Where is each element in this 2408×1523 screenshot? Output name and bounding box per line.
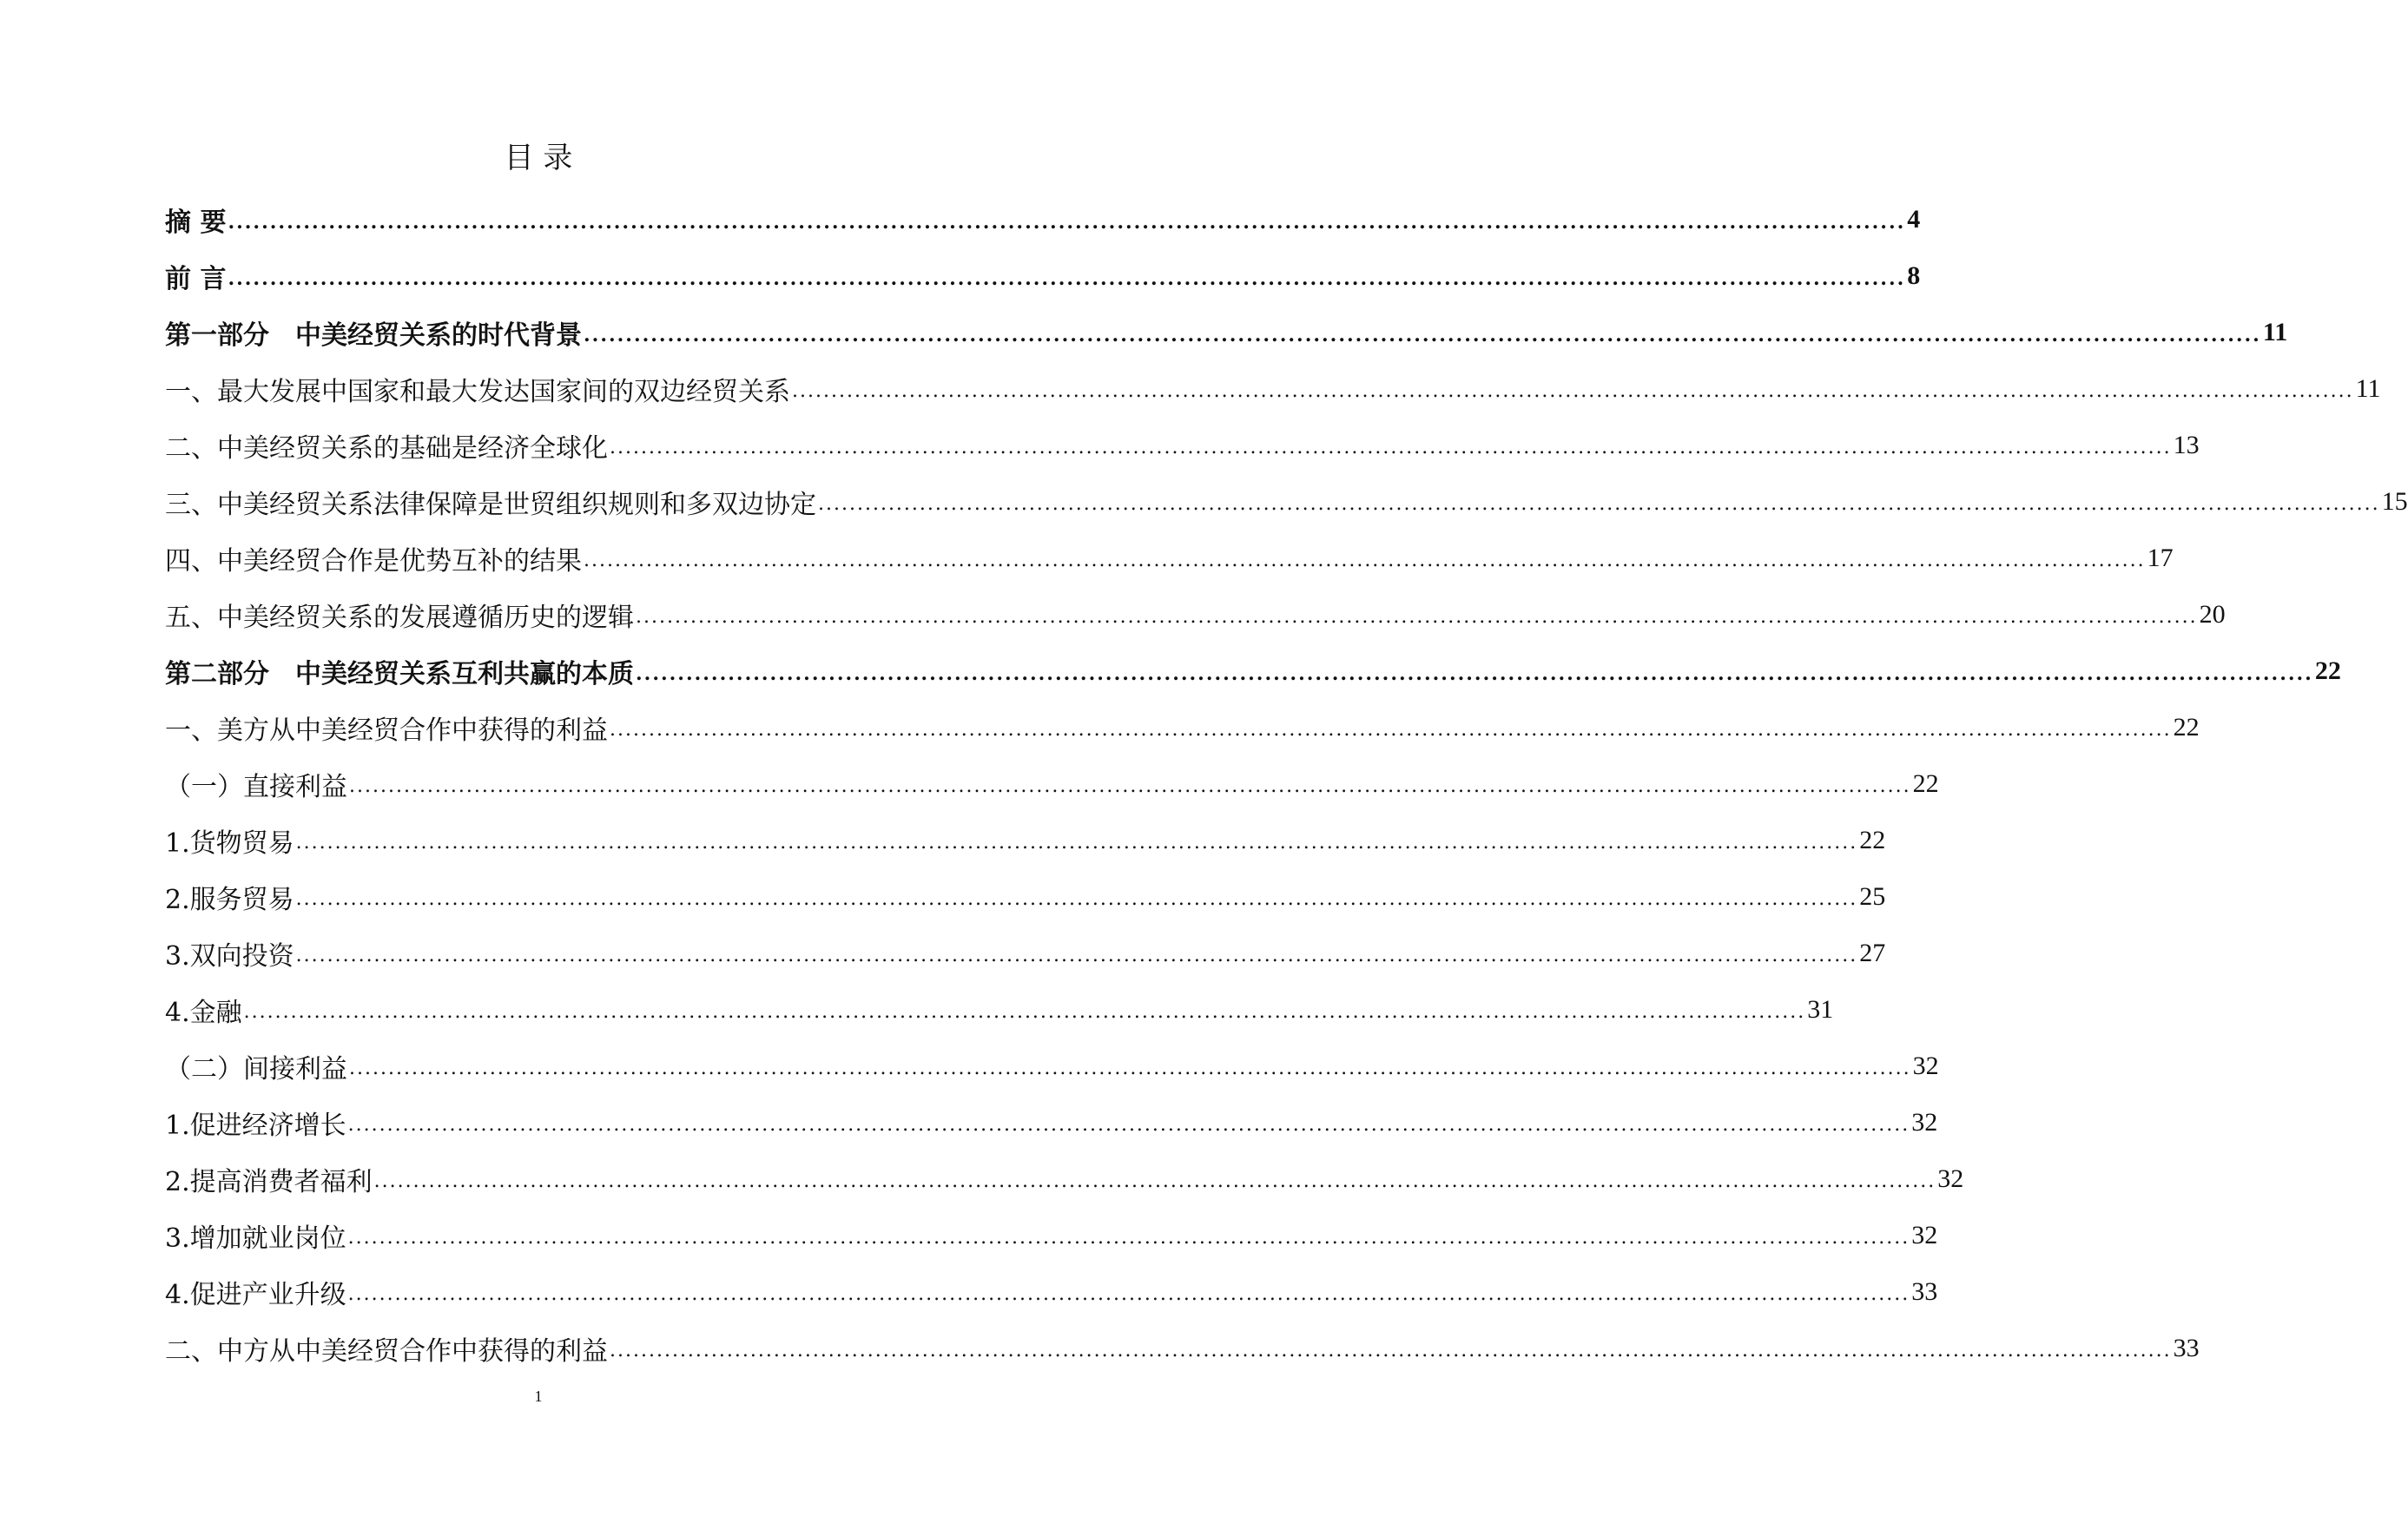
toc-page-number: 32 [1911,1220,1938,1249]
toc-entry-title: 3.双向投资 [165,940,294,972]
dot-leader: ........................................................................................................................................................................................................ [347,1114,1910,1136]
dot-leader: ........................................................................................................................................................................................................ [243,1001,1806,1023]
dot-leader: ........................................................................................................................................................................................................ [349,1058,1911,1079]
toc-entry-title: （二）间接利益 [165,1053,347,1085]
toc-page-number: 22 [1859,825,1886,854]
toc-page-number: 22 [1912,768,1939,798]
dot-leader: ........................................................................................................................................................................................................ [792,380,2354,402]
toc-entry[interactable] [165,191,1921,247]
toc-entry-title: 四、中美经贸合作是优势互补的结果 [165,545,582,577]
dot-leader: ........................................................................................................................................................................................................ [347,1227,1910,1249]
toc-entry[interactable] [165,247,1921,304]
toc-entry-title: 一、最大发展中国家和最大发达国家间的双边经贸关系 [165,376,790,407]
toc-entry[interactable] [165,304,2288,360]
toc-entry-title: 前 言 [165,263,227,294]
toc-entry[interactable] [165,699,2200,755]
toc-entry-title: 二、中方从中美经贸合作中获得的利益 [165,1335,608,1367]
toc-entry[interactable] [165,868,1886,925]
toc-entry[interactable] [165,360,2381,417]
dot-leader: ........................................................................................................................................................................................................ [584,550,2146,571]
toc-entry[interactable] [165,1038,1939,1094]
toc-page-number: 13 [2173,430,2200,459]
toc-page-number: 31 [1807,994,1834,1024]
table-of-contents [165,191,2408,1376]
toc-page-number: 25 [1859,881,1886,911]
toc-entry-title: 第二部分 中美经贸关系互利共赢的本质 [165,658,634,689]
toc-entry[interactable] [165,925,1886,981]
toc-page-number: 17 [2147,543,2174,572]
toc-page-number: 11 [2355,373,2381,403]
toc-entry-title: 一、美方从中美经贸合作中获得的利益 [165,715,608,746]
toc-entry-title: 摘 要 [165,207,227,238]
toc-page-number: 22 [2173,712,2200,742]
page-number: 1 [534,1388,543,1405]
toc-page-number: 15 [2381,486,2408,516]
toc-entry[interactable] [165,755,1939,812]
toc-entry[interactable] [165,1207,1938,1263]
page-title: 目 录 [504,141,573,175]
toc-entry[interactable] [165,812,1886,868]
toc-page-number: 4 [1907,204,1921,234]
dot-leader: ........................................................................................................................................................................................................ [295,832,1858,854]
dot-leader: ........................................................................................................................................................................................................ [636,606,2198,628]
toc-entry[interactable] [165,1320,2200,1376]
dot-leader: ........................................................................................................................................................................................................ [349,775,1911,797]
toc-entry[interactable] [165,586,2226,643]
toc-page-number: 20 [2199,599,2226,629]
toc-page-number: 8 [1907,260,1921,290]
toc-entry-title: 2.提高消费者福利 [165,1166,373,1197]
toc-entry[interactable] [165,643,2341,699]
dot-leader: ........................................................................................................................................................................................................ [295,945,1858,966]
toc-entry[interactable] [165,417,2200,473]
dot-leader: ........................................................................................................................................................................................................ [636,663,2313,685]
toc-entry[interactable] [165,1150,1964,1207]
toc-entry-title: 第一部分 中美经贸关系的时代背景 [165,320,582,351]
toc-entry[interactable] [165,1094,1938,1150]
toc-page-number: 32 [1911,1107,1938,1137]
toc-page-number: 27 [1859,938,1886,967]
dot-leader: ........................................................................................................................................................................................................ [295,888,1858,910]
dot-leader: ........................................................................................................................................................................................................ [610,437,2172,458]
toc-page-number: 32 [1937,1164,1964,1193]
dot-leader: ........................................................................................................................................................................................................ [610,1340,2172,1361]
dot-leader: ........................................................................................................................................................................................................ [584,324,2261,346]
toc-entry-title: 1.货物贸易 [165,827,294,859]
dot-leader: ........................................................................................................................................................................................................ [228,211,1906,234]
toc-page-number: 33 [2173,1333,2200,1362]
dot-leader: ........................................................................................................................................................................................................ [610,719,2172,741]
toc-entry[interactable] [165,1263,1938,1320]
toc-entry[interactable] [165,530,2174,586]
dot-leader: ........................................................................................................................................................................................................ [228,267,1906,290]
toc-entry-title: 二、中美经贸关系的基础是经济全球化 [165,432,608,464]
toc-entry-title: 三、中美经贸关系法律保障是世贸组织规则和多双边协定 [165,489,816,520]
toc-entry-title: 2.服务贸易 [165,884,294,915]
dot-leader: ........................................................................................................................................................................................................ [373,1170,1936,1192]
toc-page-number: 11 [2262,317,2288,346]
toc-entry-title: 五、中美经贸关系的发展遵循历史的逻辑 [165,602,634,633]
toc-entry-title: （一）直接利益 [165,771,347,802]
toc-entry-title: 4.促进产业升级 [165,1279,346,1310]
dot-leader: ........................................................................................................................................................................................................ [347,1283,1910,1305]
toc-entry-title: 1.促进经济增长 [165,1110,346,1141]
toc-page-number: 32 [1912,1051,1939,1080]
toc-entry-title: 4.金融 [165,997,242,1028]
toc-page-number: 33 [1911,1276,1938,1306]
toc-entry[interactable] [165,473,2408,530]
toc-entry[interactable] [165,981,1834,1038]
dot-leader: ........................................................................................................................................................................................................ [818,493,2380,515]
toc-entry-title: 3.增加就业岗位 [165,1223,346,1254]
toc-page-number: 22 [2314,656,2341,685]
